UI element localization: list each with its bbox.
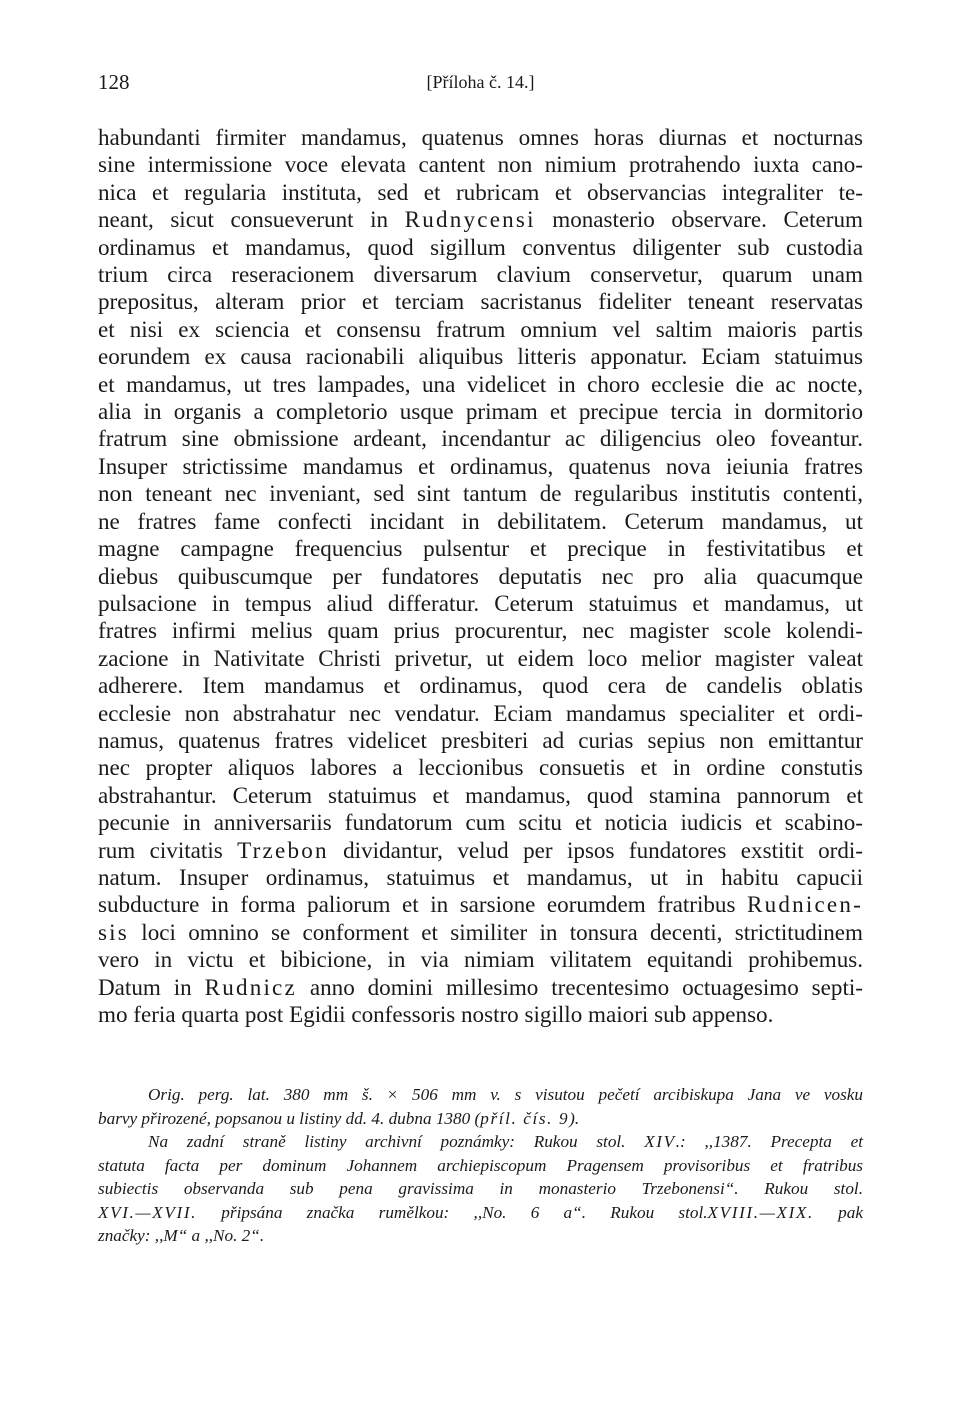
text-line: adherere. Item mandamus et ordinamus, quod cera de candelis oblatis <box>98 672 863 699</box>
note-line: barvy přirozené, popsanou u listiny dd. 4. dubna 1380 (příl. čís. 9). <box>98 1108 580 1128</box>
text-line: subducture in forma paliorum et in sarsione eorumdem fratribus Rudnicen- <box>98 891 863 918</box>
text-line: et mandamus, ut tres lampades, una videlicet in choro ecclesie die ac nocte, <box>98 370 863 397</box>
text-line: pulsacione in tempus aliud differatur. Ceterum statuimus et mandamus, ut <box>98 589 863 616</box>
note-line: Na zadní straně listiny archivní poznámky: Rukou stol. XIV.: ,,1387. Precepta et <box>148 1132 863 1151</box>
page-header <box>98 70 863 100</box>
text-line: et nisi ex sciencia et consensu fratrum omnium vel saltim maioris partis <box>98 315 863 342</box>
text-line: sis loci omnino se conforment et similiter in tonsura decenti, strictitudinem <box>98 918 863 945</box>
text-line: fratrum sine obmissione ardeant, incendantur ac diligencius oleo foveantur. <box>98 425 863 452</box>
place-name-rudnycensi: Rudnycensi <box>404 206 536 233</box>
place-name-rudnicensis: Rudnicen- <box>747 891 863 918</box>
text-line: ordinamus et mandamus, quod sigillum conventus diligenter sub custodia <box>98 233 863 260</box>
text-line: zacione in Nativitate Christi privetur, ut eidem loco melior magister valeat <box>98 644 863 671</box>
text-line: ne fratres fame confecti incidant in debilitatem. Ceterum mandamus, ut <box>98 507 863 534</box>
archival-notes <box>98 1083 863 1248</box>
text-line: diebus quibuscumque per fundatores deputatis nec pro alia quacumque <box>98 562 863 589</box>
text-line: non teneant nec inveniant, sed sint tantum de regularibus institutis contenti, <box>98 480 863 507</box>
place-name-rudnicz: Rudnicz <box>204 973 297 1000</box>
text-line: prepositus, alteram prior et terciam sacristanus fideliter teneant reservatas <box>98 288 863 315</box>
text-line: rum civitatis Trzebon dividantur, velud per ipsos fundatores exstitit ordi- <box>98 836 863 863</box>
note-line: statuta facta per dominum Johannem archiepiscopum Pragensem provisoribus et fratribus <box>98 1155 863 1175</box>
charter-text <box>98 124 863 1028</box>
page-number: 128 <box>98 70 130 94</box>
place-name-rudnicensis-cont: sis <box>98 918 129 945</box>
text-line: sine intermissione voce elevata cantent non nimium protrahendo iuxta cano- <box>98 151 863 178</box>
text-line: eorundem ex causa racionabili aliquibus litteris apponatur. Eciam statuimus <box>98 343 863 370</box>
text-line: fratres infirmi melius quam prius procurentur, nec magister scole kolendi- <box>98 617 863 644</box>
text-line: nec propter aliquos labores a leccionibus consuetis et in ordine constutis <box>98 754 863 781</box>
text-line: namus, quatenus fratres videlicet presbiteri ad curias sepius non emittantur <box>98 726 863 753</box>
place-name-trzebon: Trzebon <box>237 836 329 863</box>
text-line: abstrahantur. Ceterum statuimus et mandamus, quod stamina pannorum et <box>98 781 863 808</box>
text-line: neant, sicut consueverunt in Rudnycensi monasterio observare. Ceterum <box>98 206 863 233</box>
text-line: natum. Insuper ordinamus, statuimus et mandamus, ut in habitu capucii <box>98 863 863 890</box>
note-line: Orig. perg. lat. 380 mm š. × 506 mm v. s visutou pečetí arcibiskupa Jana ve vosku <box>148 1085 863 1104</box>
text-line: pecunie in anniversariis fundatorum cum scitu et noticia iudicis et scabino- <box>98 809 863 836</box>
text-line: habundanti firmiter mandamus, quatenus omnes horas diurnas et nocturnas <box>98 124 863 150</box>
text-line: alia in organis a completorio usque primam et precipue tercia in dormitorio <box>98 398 863 425</box>
note-line: značky: ,,M“ a ,,No. 2“. <box>98 1226 265 1245</box>
text-line: vero in victu et bibicione, in via nimiam vilitatem equitandi prohibemus. <box>98 946 863 973</box>
text-line: mo feria quarta post Egidii confessoris nostro sigillo maiori sub appenso. <box>98 1001 774 1027</box>
running-head: [Příloha č. 14.] <box>426 72 535 92</box>
text-line: ecclesie non abstrahatur nec vendatur. Eciam mandamus specialiter et ordi- <box>98 699 863 726</box>
text-line: nica et regularia instituta, sed et rubricam et observancias integraliter te- <box>98 178 863 205</box>
text-line: trium circa reseracionem diversarum clavium conservetur, quarum unam <box>98 261 863 288</box>
note-line: XVI.—XVII. připsána značka rumělkou: ,,No. 6 a“. Rukou stol.XVIII.—XIX. pak <box>98 1202 863 1222</box>
text-line: magne campagne frequencius pulsentur et precique in festivitatibus et <box>98 535 863 562</box>
note-line: subiectis observanda sub pena gravissima in monasterio Trzebonensi“. Rukou stol. <box>98 1179 863 1198</box>
text-line: Insuper strictissime mandamus et ordinamus, quatenus nova ieiunia fratres <box>98 452 863 479</box>
text-line: Datum in Rudnicz anno domini millesimo trecentesimo octuagesimo septi- <box>98 973 863 1000</box>
